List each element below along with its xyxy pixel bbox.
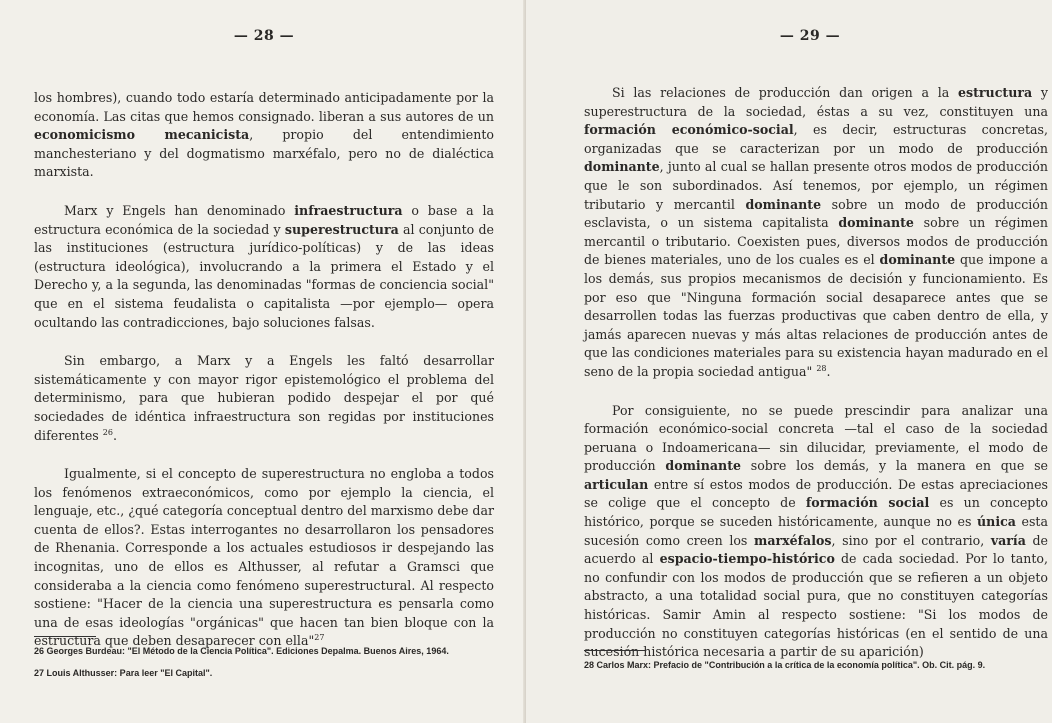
footnote-ref: 27 [314, 633, 325, 643]
footnote-ref: 28 [816, 363, 827, 373]
footnote: 26 Georges Burdeau: "El Método de la Ciencia Política". Ediciones Depalma. Buenos Aires, 1964. [34, 646, 449, 656]
footnote: 28 Carlos Marx: Prefacio de "Contribución a la crítica de la economía política". Ob. Cit. pág. 9. [584, 660, 986, 670]
footnote-divider [584, 650, 646, 651]
paragraph: Por consiguiente, no se puede prescindir para analizar una formación económico-social concreta —tal el caso de la sociedad peruana o Indoamericana— sin dilucidar, previamente, el modo de producción dominante sobre los demás, y la manera en que se articulan entre sí estos modos de producción. De estas apreciaciones se colige que el concepto de formación social es un concepto histórico, porque se suceden históricamente, aunque no es única esta sucesión como creen los marxéfalos, sino por el contrario, varía de acuerdo al espacio-tiempo-histórico de cada sociedad. Por lo tanto, no confundir con los modos de producción que se refieren a un objeto abstracto, a una totalidad social pura, que no constituyen categorías históricas. Samir Amin al respecto sostiene: "Si los modos de producción no constituyen categorías históricas (en el sentido de una sucesión histórica necesaria a partir de su aparición) [584, 402, 1049, 660]
paragraph: los hombres), cuando todo estaría determinado anticipadamente por la economía. Las citas que hemos consignado. liberan a sus autores de un economicismo mecanicista, propio del entendimiento manchesteriano y del dogmatismo marxéfalo, pero no de dialéctica marxista. [34, 90, 494, 180]
footnote-divider [34, 636, 96, 637]
paragraph: Si las relaciones de producción dan origen a la estructura y superestructura de la sociedad, éstas a su vez, constituyen una formación económico-social, es decir, estructuras concretas, organizadas que se caracterizan por un modo de producción dominante, junto al cual se hallan presente otros modos de producción que le son subordinados. Así tenemos, por ejemplo, un régimen tributario y mercantil dominante sobre un modo de producción esclavista, o un sistema capitalista dominante sobre un régimen mercantil o tributario. Coexisten pues, diversos modos de producción de bienes materiales, uno de los cuales es el dominante que impone a los demás, sus propios mecanismos de decisión y funcionamiento. Es por eso que "Ninguna formación social desaparece antes que se desarrollen todas las fuerzas productivas que caben dentro de ella, y jamás aparecen nuevas y más altas relaciones de producción antes de que las condiciones materiales para su existencia hayan madurado en el seno de la propia sociedad antigua" $^{28}$. [584, 85, 1049, 379]
page-body [34, 89, 494, 651]
page-number: — 28 — [233, 28, 295, 44]
footnotes [34, 636, 494, 689]
footnotes [584, 650, 1048, 681]
right-page [526, 0, 1052, 723]
page-number: — 29 — [779, 28, 841, 44]
paragraph: Marx y Engels han denominado infraestructura o base a la estructura económica de la sociedad y superestructura al conjunto de las instituciones (estructura jurídico-políticas) y de las ideas (estructura ideológica), involucrando a la primera el Estado y el Derecho y, a la segunda, las denominadas "formas de conciencia social" que en el sistema feudalista o capitalista —por ejemplo— opera ocultando las contradicciones, bajo soluciones falsas. [34, 202, 495, 330]
paragraph: Sin embargo, a Marx y a Engels les faltó desarrollar sistemáticamente y con mayor rigor epistemológico el problema del determinismo, para que hubieran podido despejar el por qué sociedades de idéntica infraestructura son regidas por instituciones diferentes $^{26}$. [34, 353, 494, 443]
paragraph: Igualmente, si el concepto de superestructura no engloba a todos los fenómenos extraeconómicos, como por ejemplo la ciencia, el lenguaje, etc., ¿qué categoría conceptual dentro del marxismo debe dar cuenta de ellos?. Estas interrogantes no desarrollaron los pensadores de Rhenania. Corresponde a los actuales estudiosos ir despejando las incognitas, uno de ellos es Althusser, al refutar a Gramsci que consideraba a la ciencia como fenómeno superestructural. Al respecto sostiene: "Hacer de la ciencia una superestructura es pensarla como una de esas ideologías "orgánicas" que hacen tan bien bloque con la estructura que deben desaparecer con ella"$^{27}$ [34, 466, 494, 649]
footnote: 27 Louis Althusser: Para leer "El Capital". [34, 668, 213, 678]
page-body [584, 84, 1048, 662]
footnote-ref: 26 [102, 427, 113, 437]
